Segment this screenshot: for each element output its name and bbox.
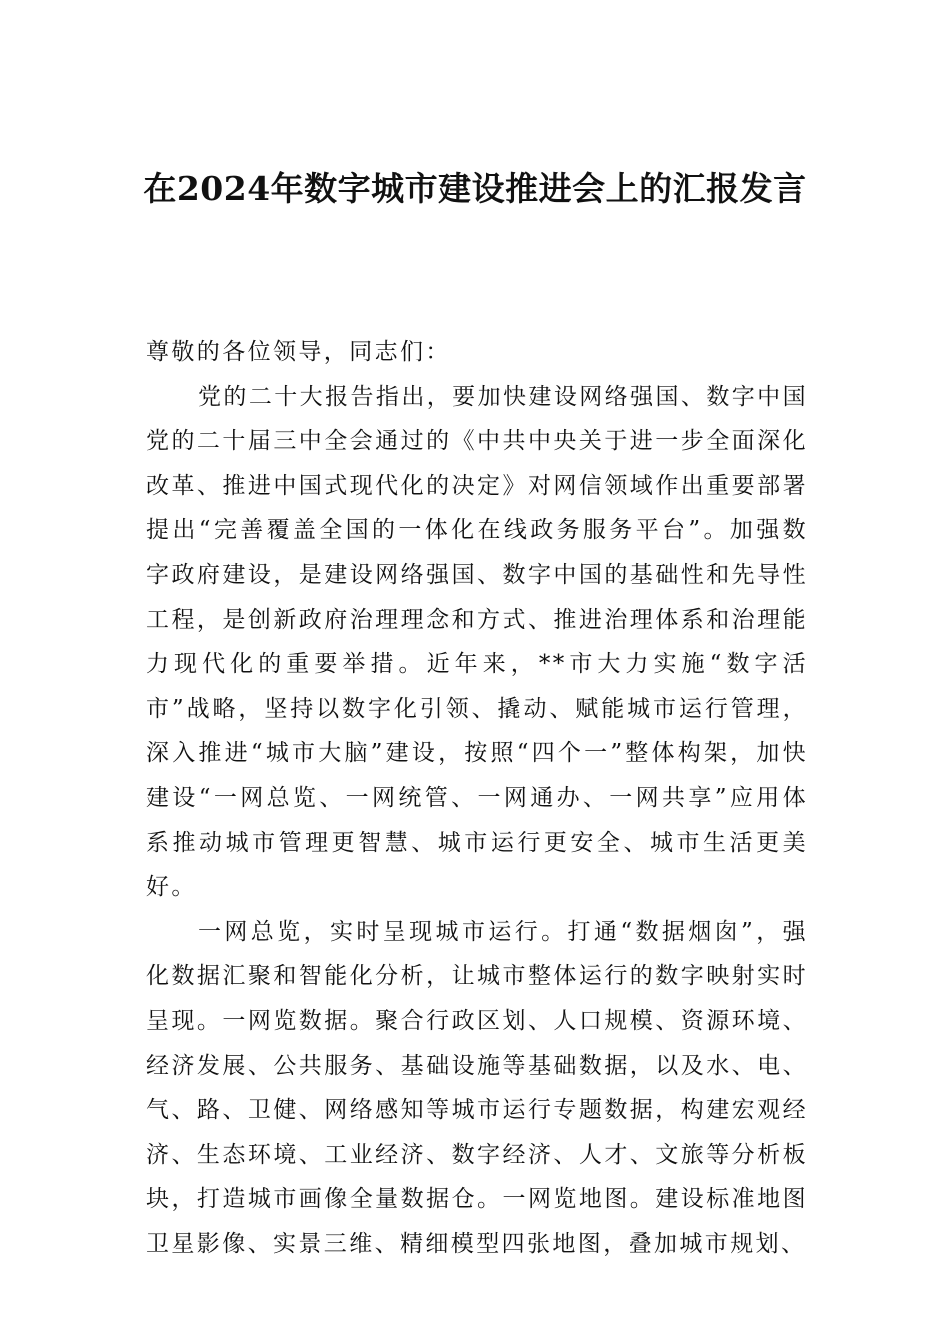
paragraph-intro: 党的二十大报告指出，要加快建设网络强国、数字中国党的二十届三中全会通过的《中共中央关于进一步全面深化改革、推进中国式现代化的决定》对网信领域作出重要部署提出“完善覆盖全国的一体化在线政务服务平台”。加强数字政府建设，是建设网络强国、数字中国的基础性和先导性工程，是创新政府治理理念和方式、推进治理体系和治理能力现代化的重要举措。近年来，**市大力实施“数字活市”战略，坚持以数字化引领、撬动、赋能城市运行管理，深入推进“城市大脑”建设，按照“四个一”整体构架，加快建设“一网总览、一网统管、一网通办、一网共享”应用体系推动城市管理更智慧、城市运行更安全、城市生活更美好。	[146, 383, 808, 901]
paragraph-overview: 一网总览，实时呈现城市运行。打通“数据烟囱”，强化数据汇聚和智能化分析，让城市整体运行的数字映射实时呈现。一网览数据。聚合行政区划、人口规模、资源环境、经济发展、公共服务、基础设施等基础数据，以及水、电、气、路、卫健、网络感知等城市运行专题数据，构建宏观经济、生态环境、工业经济、数字经济、人才、文旅等分析板块，打造城市画像全量数据仓。一网览地图。建设标准地图卫星影像、实景三维、精细模型四张地图，叠加城市规划、	[146, 918, 808, 1257]
document-title: 在2024年数字城市建设推进会上的汇报发言	[143, 169, 807, 208]
salutation: 尊敬的各位领导，同志们：	[146, 339, 451, 365]
document-body	[146, 330, 808, 1266]
